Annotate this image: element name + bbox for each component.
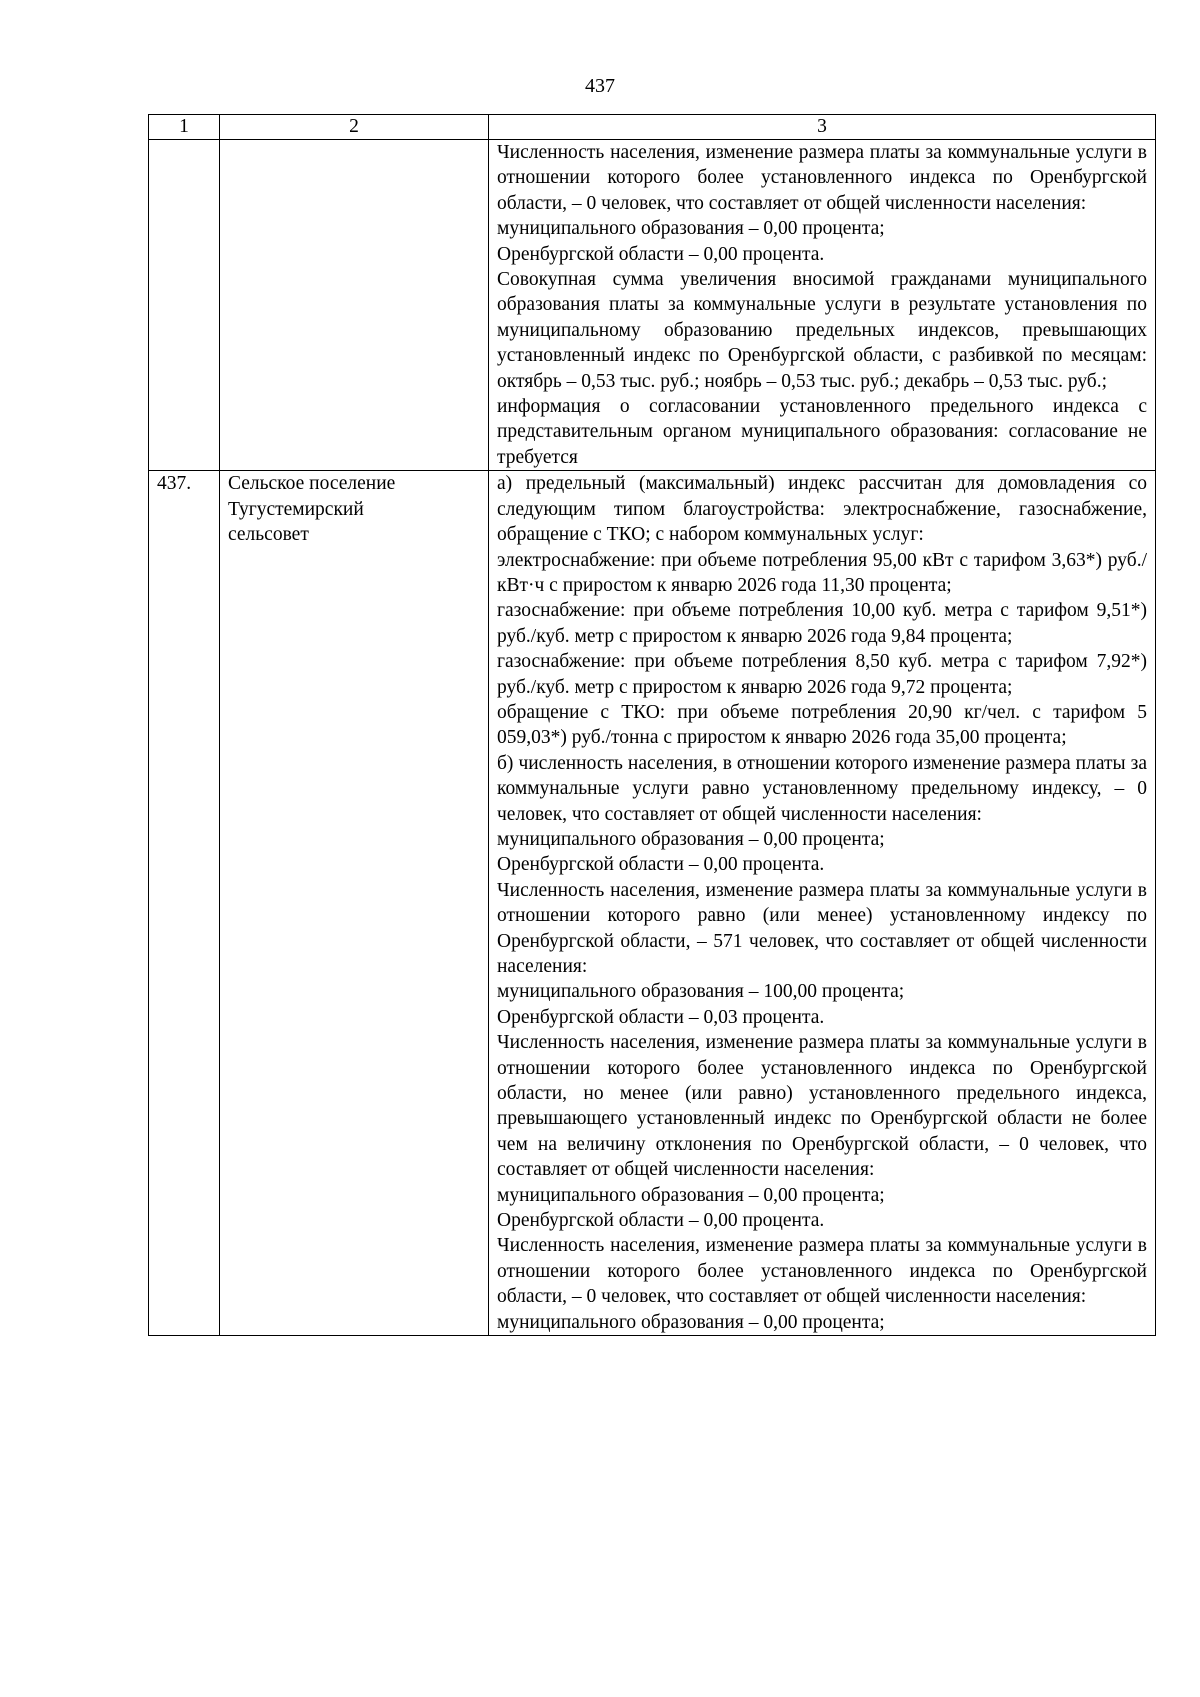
paragraph: муниципального образования – 0,00 процента;	[497, 218, 885, 240]
name-line: Сельское поселение	[228, 473, 396, 495]
name-line: сельсовет	[228, 524, 309, 546]
paragraph: муниципального образования – 0,00 процента;	[497, 828, 885, 850]
paragraph: газоснабжение: при объеме потребления 10,00 куб. метра с тарифом 9,51*) руб./куб. метр с приростом к январю 2026 года 9,84 процента;	[497, 600, 1147, 647]
paragraph: б) численность населения, в отношении которого изменение размера платы за коммунальные услуги равно установленному предельному индексу, – 0 человек, что составляет от общей численности населения:	[497, 752, 1147, 825]
row-number: 437.	[149, 471, 220, 1336]
paragraph: Численность населения, изменение размера платы за коммунальные услуги в отношении которого более установленного индекса по Оренбургской области, но менее (или равно) установленного предельного индекса, превышающего установленный индекс по Оренбургской области не более чем на величину отклонения по Оренбургской области, – 0 человек, что составляет от общей численности населения:	[497, 1032, 1147, 1181]
paragraph: информация о согласовании установленного предельного индекса с представительным органом муниципального образования: согласование не требуется	[497, 396, 1147, 468]
paragraph: электроснабжение: при объеме потребления 95,00 кВт с тарифом 3,63*) руб./кВт·ч с приростом к январю 2026 года 11,30 процента;	[497, 549, 1147, 596]
paragraph: Оренбургской области – 0,00 процента.	[497, 1210, 825, 1232]
header-col-3: 3	[489, 115, 1156, 140]
paragraph: муниципального образования – 0,00 процента;	[497, 1184, 885, 1206]
table-header-row	[149, 115, 1156, 140]
name-line: Тугустемирский	[228, 498, 364, 520]
paragraph: муниципального образования – 100,00 процента;	[497, 981, 905, 1003]
page-number: 437	[585, 75, 615, 97]
header-col-1: 1	[149, 115, 220, 140]
municipality-name	[220, 471, 489, 1336]
paragraph: Оренбургской области – 0,03 процента.	[497, 1006, 825, 1028]
paragraph: Оренбургской области – 0,00 процента.	[497, 243, 825, 265]
paragraph: Численность населения, изменение размера платы за коммунальные услуги в отношении которого более установленного индекса по Оренбургской области, – 0 человек, что составляет от общей численности населения:	[497, 1235, 1147, 1308]
paragraph: а) предельный (максимальный) индекс рассчитан для домовладения со следующим типом благоустройства: электроснабжение, газоснабжение, обращение с ТКО; с набором коммунальных услуг:	[497, 473, 1147, 546]
cell-name-empty	[220, 140, 489, 471]
paragraph: газоснабжение: при объеме потребления 8,50 куб. метра с тарифом 7,92*) руб./куб. метр с приростом к январю 2026 года 9,72 процента;	[497, 651, 1147, 698]
paragraph: Численность населения, изменение размера платы за коммунальные услуги в отношении которого более установленного индекса по Оренбургской области, – 0 человек, что составляет от общей численности населения:	[497, 142, 1147, 214]
header-col-2: 2	[220, 115, 489, 140]
cell-details-continuation	[489, 140, 1156, 471]
paragraph: муниципального образования – 0,00 процента;	[497, 1311, 885, 1333]
paragraph: Оренбургской области – 0,00 процента.	[497, 854, 825, 876]
cell-number-empty	[149, 140, 220, 471]
table-row-continuation	[149, 140, 1156, 471]
paragraph: Совокупная сумма увеличения вносимой гражданами муниципального образования платы за коммунальные услуги в результате установления по муниципальному образованию предельных индексов, превышающих установленный индекс по Оренбургской области, с разбивкой по месяцам: октябрь – 0,53 тыс. руб.; ноябрь – 0,53 тыс. руб.; декабрь – 0,53 тыс. руб.;	[497, 269, 1147, 392]
table-row-437	[149, 471, 1156, 1336]
cell-details	[489, 471, 1156, 1336]
paragraph: обращение с ТКО: при объеме потребления 20,90 кг/чел. с тарифом 5 059,03*) руб./тонна с приростом к январю 2026 года 35,00 процента;	[497, 701, 1147, 749]
paragraph: Численность населения, изменение размера платы за коммунальные услуги в отношении которого равно (или менее) установленному индексу по Оренбургской области, – 571 человек, что составляет от общей численности населения:	[497, 879, 1147, 977]
data-table	[148, 114, 1156, 1336]
